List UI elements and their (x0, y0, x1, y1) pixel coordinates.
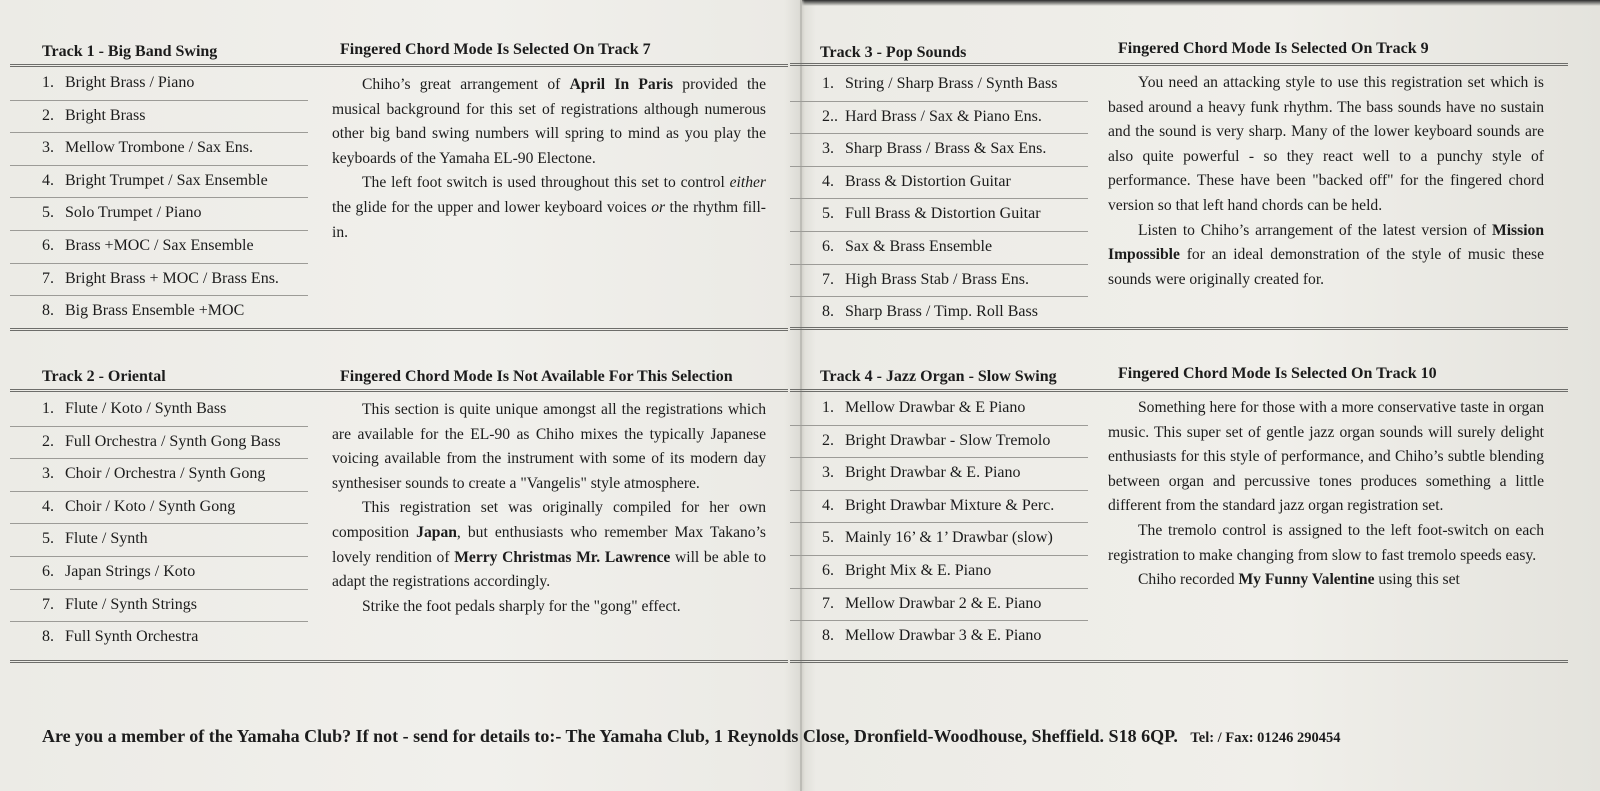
list-item: 7. Bright Brass + MOC / Brass Ens. (10, 264, 308, 297)
list-item: 8. Big Brass Ensemble +MOC (42, 302, 245, 320)
list-item: 4. Bright Trumpet / Sax Ensemble (10, 166, 308, 199)
list-item: 7. Flute / Synth Strings (10, 590, 308, 623)
track4-top-rule (790, 389, 1568, 392)
list-item: 1. Flute / Koto / Synth Bass (10, 394, 308, 427)
track4-list (790, 393, 1088, 654)
track1-title: Track 1 - Big Band Swing (42, 43, 218, 60)
track4-description: Something here for those with a more conservative taste in organ music. This super set of gentle jazz organ sounds will surely delight enthusiasts for this style of performance, and Chiho’s subtle blending between organ and percussive tones produces something a little different from the standard jazz organ registration set. The tremolo control is assigned to the left foot-switch on each registration to make changing from slow to fast tremolo speeds easy. Chiho recorded My Funny Valentine using this set (1108, 399, 1544, 589)
list-item: 6. Brass +MOC / Sax Ensemble (10, 231, 308, 264)
track2-description: This section is quite unique amongst all the registrations which are available for the EL-90 as Chiho mixes the typically Japanese voicing available from the instrument with some of its modern day synthesiser sounds to create a "Vangelis" style atmosphere. This registration set was originally compiled for her own composition Japan, but enthusiasts who remember Max Takano’s lovely rendition of Merry Christmas Mr. Lawrence will be able to adapt the registrations accordingly. Strike the foot pedals sharply for the "gong" effect. (332, 401, 767, 615)
list-item: 3. Mellow Trombone / Sax Ens. (10, 133, 308, 166)
list-item: 2.. Hard Brass / Sax & Piano Ens. (790, 102, 1088, 135)
scan-shadow (800, 0, 1600, 6)
track4-bottom-rule (790, 660, 1568, 663)
track2-top-rule (10, 389, 788, 392)
list-item: 7. Mellow Drawbar 2 & E. Piano (790, 589, 1088, 622)
track1-mode: Fingered Chord Mode Is Selected On Track 7 (340, 41, 651, 58)
list-item: 4. Choir / Koto / Synth Gong (10, 492, 308, 525)
list-item: 6. Japan Strings / Koto (10, 557, 308, 590)
list-item: 3. Bright Drawbar & E. Piano (790, 458, 1088, 491)
list-item: 4. Brass & Distortion Guitar (790, 167, 1088, 200)
track4-mode: Fingered Chord Mode Is Selected On Track 10 (1118, 365, 1437, 382)
track3-description: You need an attacking style to use this registration set which is based around a heavy funk rhythm. The bass sounds have no sustain and the sound is very sharp. Many of the lower keyboard sounds are also quite powerful - so they react well to a punchy style of performance. These have been "backed off" for the fingered chord version so that left hand chords can be held. Listen to Chiho’s arrangement of the latest version of Mission Impossible for an ideal demonstration of the style of music these sounds were originally created for. (1108, 74, 1544, 288)
list-item: 2. Bright Drawbar - Slow Tremolo (790, 426, 1088, 459)
track4-title: Track 4 - Jazz Organ - Slow Swing (820, 368, 1057, 385)
list-item: 1. Mellow Drawbar & E Piano (790, 393, 1088, 426)
track3-bottom-rule (790, 327, 1568, 330)
footer-tel: Tel: / Fax: 01246 290454 (1190, 730, 1341, 746)
list-item: 6. Bright Mix & E. Piano (790, 556, 1088, 589)
list-item: 3. Sharp Brass / Brass & Sax Ens. (790, 134, 1088, 167)
track1-list (10, 68, 308, 329)
list-item: 3. Choir / Orchestra / Synth Gong (10, 459, 308, 492)
footer-text: Are you a member of the Yamaha Club? If not - send for details to:- The Yamaha Club, 1 Reynolds Close, Dronfield-Woodhouse, Sheffield. S18 6QP. (42, 726, 1178, 746)
list-item: 8. Sharp Brass / Timp. Roll Bass (822, 303, 1038, 321)
track2-bottom-rule (10, 660, 788, 663)
track1-bottom-rule (10, 328, 788, 331)
track2-title: Track 2 - Oriental (42, 368, 166, 385)
list-item: 5. Solo Trumpet / Piano (10, 198, 308, 231)
list-item: 5. Flute / Synth (10, 524, 308, 557)
list-item: 5. Mainly 16’ & 1’ Drawbar (slow) (790, 523, 1088, 556)
list-item: 8. Mellow Drawbar 3 & E. Piano (822, 627, 1042, 645)
track1-top-rule (10, 64, 788, 67)
track3-list (790, 69, 1088, 330)
list-item: 6. Sax & Brass Ensemble (790, 232, 1088, 265)
list-item: 2. Full Orchestra / Synth Gong Bass (10, 427, 308, 460)
track3-top-rule (790, 63, 1568, 66)
track3-mode: Fingered Chord Mode Is Selected On Track 9 (1118, 40, 1429, 57)
list-item: 8. Full Synth Orchestra (42, 628, 199, 646)
track1-description: Chiho’s great arrangement of April In Paris provided the musical background for this set of registrations although numerous other big band swing numbers will spring to mind as you play the keyboards of the Yamaha EL-90 Electone. The left foot switch is used throughout this set to control either the glide for the upper and lower keyboard voices or the rhythm fill-in. (332, 76, 766, 241)
footer (42, 726, 1341, 747)
list-item: 5. Full Brass & Distortion Guitar (790, 199, 1088, 232)
list-item: 4. Bright Drawbar Mixture & Perc. (790, 491, 1088, 524)
track2-list (10, 394, 308, 655)
list-item: 2. Bright Brass (10, 101, 308, 134)
track2-mode: Fingered Chord Mode Is Not Available For This Selection (340, 368, 733, 385)
list-item: 1. String / Sharp Brass / Synth Bass (790, 69, 1088, 102)
list-item: 1. Bright Brass / Piano (10, 68, 308, 101)
list-item: 7. High Brass Stab / Brass Ens. (790, 265, 1088, 298)
track3-title: Track 3 - Pop Sounds (820, 44, 967, 61)
